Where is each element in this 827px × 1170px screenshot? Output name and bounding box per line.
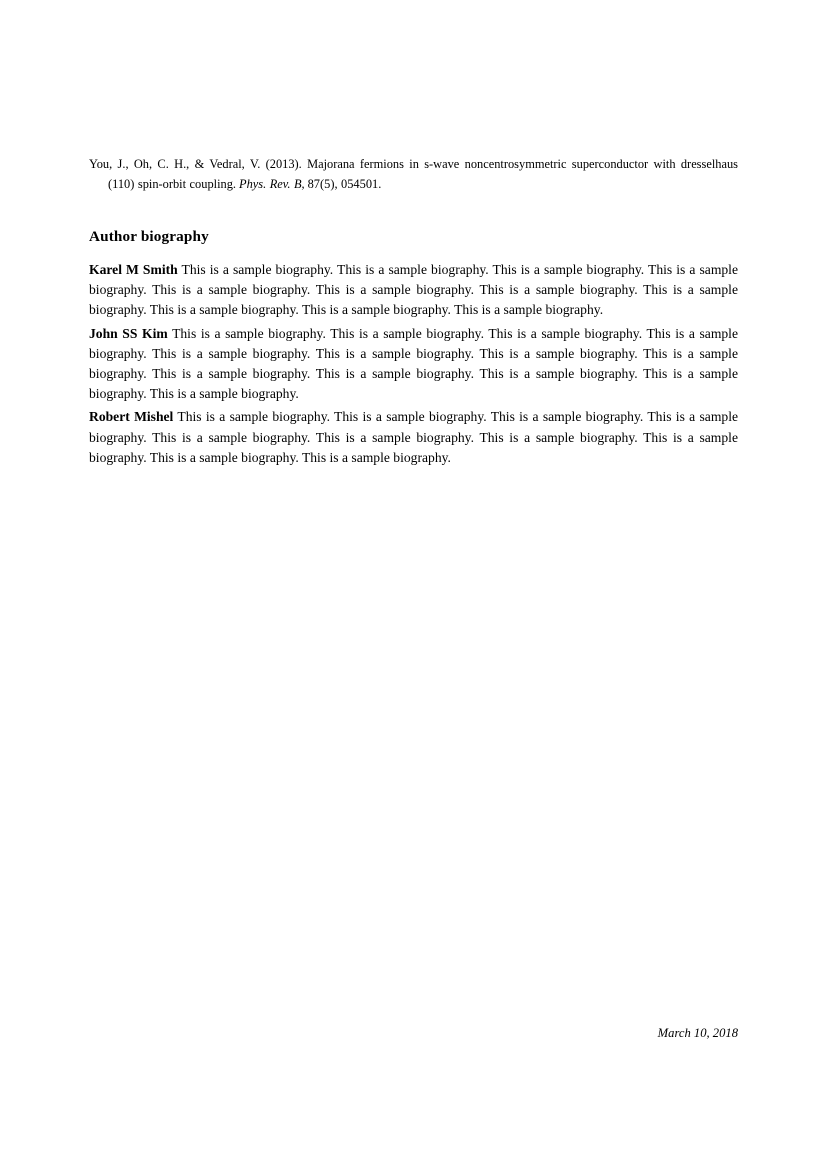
biography-author-text: This is a sample biography. This is a sample biography. This is a sample biography. This is a sample biography. This is a sample biography. This is a sample biography. This is a sample biography. This is a sample biography. This is a sample biography. This is a sample biography. This is a sample biography. This is a sample biography. This is a sample biography. [89,325,738,402]
biography-author-text: This is a sample biography. This is a sample biography. This is a sample biography. This is a sample biography. This is a sample biography. This is a sample biography. This is a sample biography. This is a sample biography. This is a sample biography. This is a sample biography. [89,409,739,465]
section-heading-author-biography: Author biography [89,228,209,245]
bibliography-volume-pages: 87(5), 054501. [307,176,382,191]
biography-entry [89,324,738,405]
biography-author-name: Karel M Smith [89,262,178,277]
bibliography-journal-name: Phys. Rev. B, [239,176,305,191]
biography-author-text: This is a sample biography. This is a sample biography. This is a sample biography. This is a sample biography. This is a sample biography. This is a sample biography. This is a sample biography. This is a sample biography. This is a sample biography. This is a sample biography. This is a sample biography. [89,262,738,318]
page-content [89,155,739,465]
biography-author-name: John SS Kim [89,325,168,341]
biography-author-name: Robert Mishel [89,409,174,425]
author-biography-list [89,260,738,471]
biography-entry [89,407,738,468]
biography-entry [89,260,738,321]
bibliography-entry-text: You, J., Oh, C. H., & Vedral, V. (2013). Majorana fermions in s-wave noncentrosymmetric superconductor with dresselhaus (110) spin-orbit coupling. [89,157,738,191]
bibliography-entry [89,155,738,194]
footer-date: March 10, 2018 [657,1026,738,1040]
